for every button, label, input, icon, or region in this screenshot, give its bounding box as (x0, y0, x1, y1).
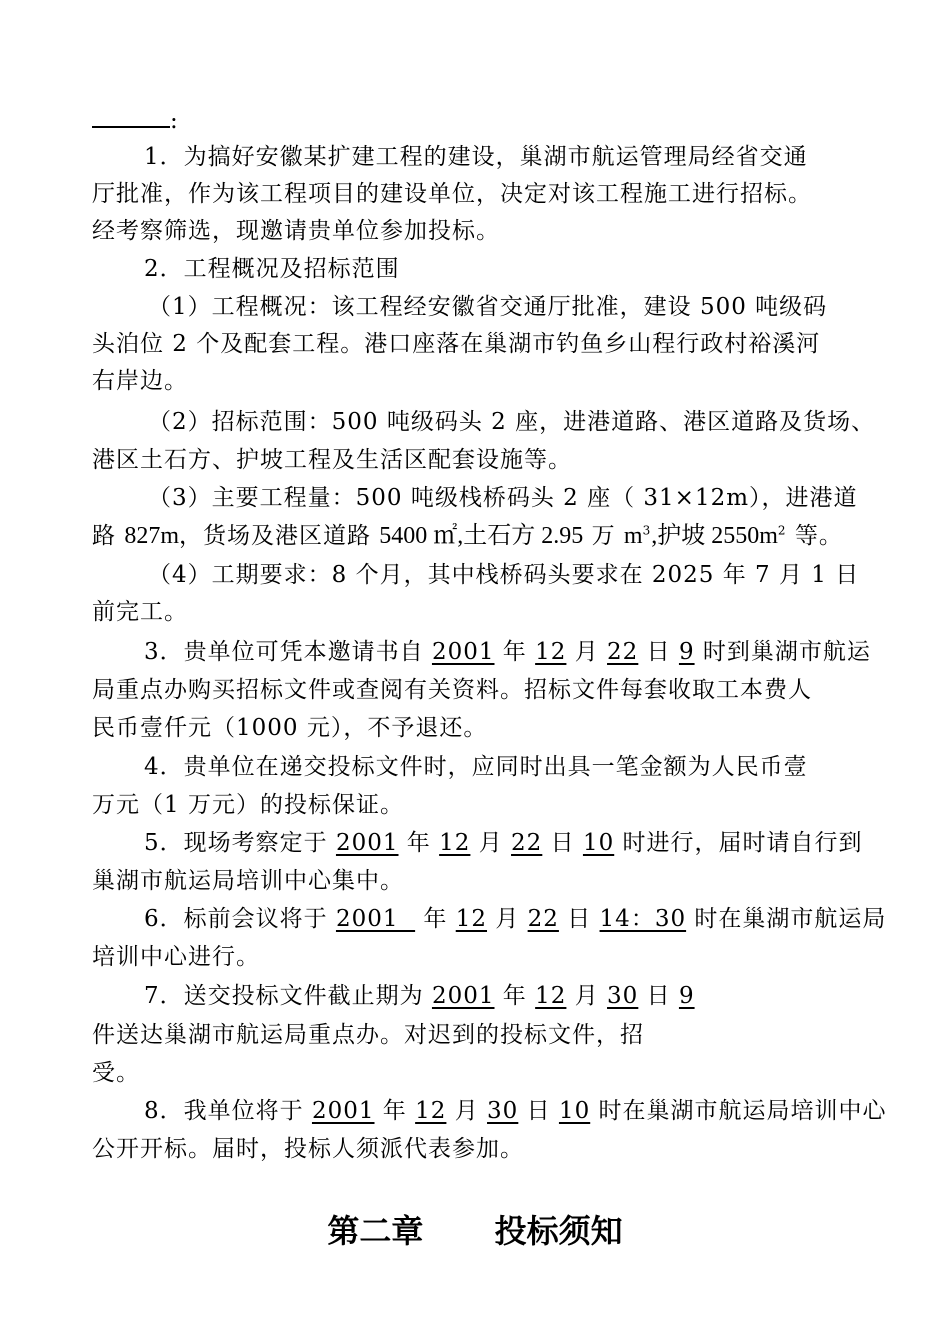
p2-3-text-c: ，货场及港区道路 (178, 523, 380, 549)
p5-hour: 10 (582, 830, 615, 856)
salutation-line (92, 104, 179, 136)
chapter-title: 第二章 投标须知 (327, 1212, 623, 1250)
p2-3-text-a: 路 (92, 523, 125, 549)
p7-year: 2001 (431, 983, 495, 1009)
p5-month: 12 (439, 830, 471, 856)
p8-line-1 (144, 1096, 887, 1126)
p7-line-1 (144, 981, 695, 1011)
p2-2-line-2: 港区土石方、护坡工程及生活区配套设施等。 (92, 447, 572, 473)
p6-pre: 6．标前会议将于 (144, 906, 336, 932)
p7-pre: 7．送交投标文件截止期为 (144, 983, 432, 1009)
p2-3-sup-h: 3 (642, 523, 652, 538)
p8-day: 30 (487, 1098, 519, 1124)
recipient-blank (92, 104, 170, 128)
p6-line-1 (144, 904, 886, 934)
p5-t-year: 年 (398, 830, 440, 856)
p2-3-text-h: m (623, 523, 643, 549)
p6-hour: 14：30 (599, 906, 687, 932)
p8-year: 2001 (311, 1098, 375, 1124)
p2-1-line-1: （1）工程概况：该工程经安徽省交通厅批准，建设 500 吨级码 (148, 294, 828, 320)
p2-1-line-3: 右岸边。 (92, 368, 188, 394)
p7-t-year: 年 (494, 983, 536, 1009)
p7-month: 12 (535, 983, 567, 1009)
p5-line-2: 巢湖市航运局培训中心集中。 (92, 868, 404, 894)
p2-3-line-2 (92, 521, 843, 551)
p5-pre: 5．现场考察定于 (144, 830, 336, 856)
p3-line-2: 局重点办购买招标文件或查阅有关资料。招标文件每套收取工本费人 (92, 677, 812, 703)
p8-post: 时在巢湖市航运局培训中心 (590, 1098, 887, 1124)
p2-3-text-g: 万 (583, 523, 624, 549)
p6-month: 12 (455, 906, 488, 932)
p2-4-line-1: （4）工期要求：8 个月，其中栈桥码头要求在 2025 年 7 月 1 日 (148, 562, 860, 588)
p6-day: 22 (527, 906, 559, 932)
p5-day: 22 (511, 830, 543, 856)
p3-t-year: 年 (494, 639, 536, 665)
p2-heading: 2．工程概况及招标范围 (144, 256, 400, 282)
p7-line-3: 受。 (92, 1060, 140, 1086)
p2-3-text-j: 2550m (711, 523, 778, 549)
p3-line-3: 民币壹仟元（1000 元），不予退还。 (92, 715, 488, 741)
p7-t-day: 日 (638, 983, 679, 1009)
p6-year: 2001 (335, 906, 416, 932)
p1-line-3: 经考察筛选，现邀请贵单位参加投标。 (92, 218, 500, 244)
p8-line-2: 公开开标。届时，投标人须派代表参加。 (92, 1136, 524, 1162)
p2-3-text-i: ,护坡 (651, 523, 712, 549)
p2-3-sup-j: 2 (777, 523, 787, 538)
p3-month: 12 (535, 639, 567, 665)
p5-line-1 (144, 828, 863, 858)
p2-4-line-2: 前完工。 (92, 599, 188, 625)
p5-t-day: 日 (542, 830, 583, 856)
p1-line-2: 厅批准，作为该工程项目的建设单位，决定对该工程施工进行招标。 (92, 181, 812, 207)
p5-t-month: 月 (470, 830, 512, 856)
p2-3-text-e: ,土石方 (457, 523, 542, 549)
p2-3-text-d: 5400 ㎡ (379, 523, 458, 549)
p8-t-month: 月 (446, 1098, 488, 1124)
p6-t-year: 年 (415, 906, 456, 932)
p2-3-text-b: 827m (124, 523, 179, 549)
p4-line-2: 万元（1 万元）的投标保证。 (92, 792, 404, 818)
p2-2-line-1: （2）招标范围：500 吨级码头 2 座，进港道路、港区道路及货场、 (148, 409, 876, 435)
p7-hour: 9 (678, 983, 695, 1009)
p8-month: 12 (415, 1098, 447, 1124)
p8-hour: 10 (558, 1098, 591, 1124)
p3-pre: 3．贵单位可凭本邀请书自 (144, 639, 432, 665)
p8-pre: 8．我单位将于 (144, 1098, 312, 1124)
p5-year: 2001 (335, 830, 399, 856)
p8-t-year: 年 (374, 1098, 416, 1124)
clipped-edge (676, 1020, 688, 1050)
p7-t-month: 月 (566, 983, 608, 1009)
p6-t-month: 月 (487, 906, 528, 932)
p3-post: 时到巢湖市航运 (694, 639, 871, 665)
p2-1-line-2: 头泊位 2 个及配套工程。港口座落在巢湖市钓鱼乡山程行政村裕溪河 (92, 331, 821, 357)
p6-post: 时在巢湖市航运局 (686, 906, 887, 932)
p7-line-2: 件送达巢湖市航运局重点办。对迟到的投标文件，招 (92, 1022, 644, 1048)
p6-line-2: 培训中心进行。 (92, 944, 260, 970)
p3-line-1 (144, 637, 871, 667)
p3-day: 22 (607, 639, 639, 665)
p5-post: 时进行，届时请自行到 (614, 830, 863, 856)
p2-3-text-k: 等。 (786, 523, 843, 549)
salutation-colon: : (170, 108, 179, 134)
p7-day: 30 (607, 983, 639, 1009)
p8-t-day: 日 (518, 1098, 559, 1124)
p3-hour: 9 (678, 639, 695, 665)
p4-line-1: 4．贵单位在递交投标文件时，应同时出具一笔金额为人民币壹 (144, 754, 808, 780)
p1-line-1: 1．为搞好安徽某扩建工程的建设，巢湖市航运管理局经省交通 (144, 144, 808, 170)
p6-t-day: 日 (558, 906, 600, 932)
p3-t-day: 日 (638, 639, 679, 665)
p2-3-line-1: （3）主要工程量：500 吨级栈桥码头 2 座（ 31×12m），进港道 (148, 485, 858, 511)
p3-t-month: 月 (566, 639, 608, 665)
p2-3-text-f: 2.95 (541, 523, 584, 549)
p3-year: 2001 (431, 639, 495, 665)
